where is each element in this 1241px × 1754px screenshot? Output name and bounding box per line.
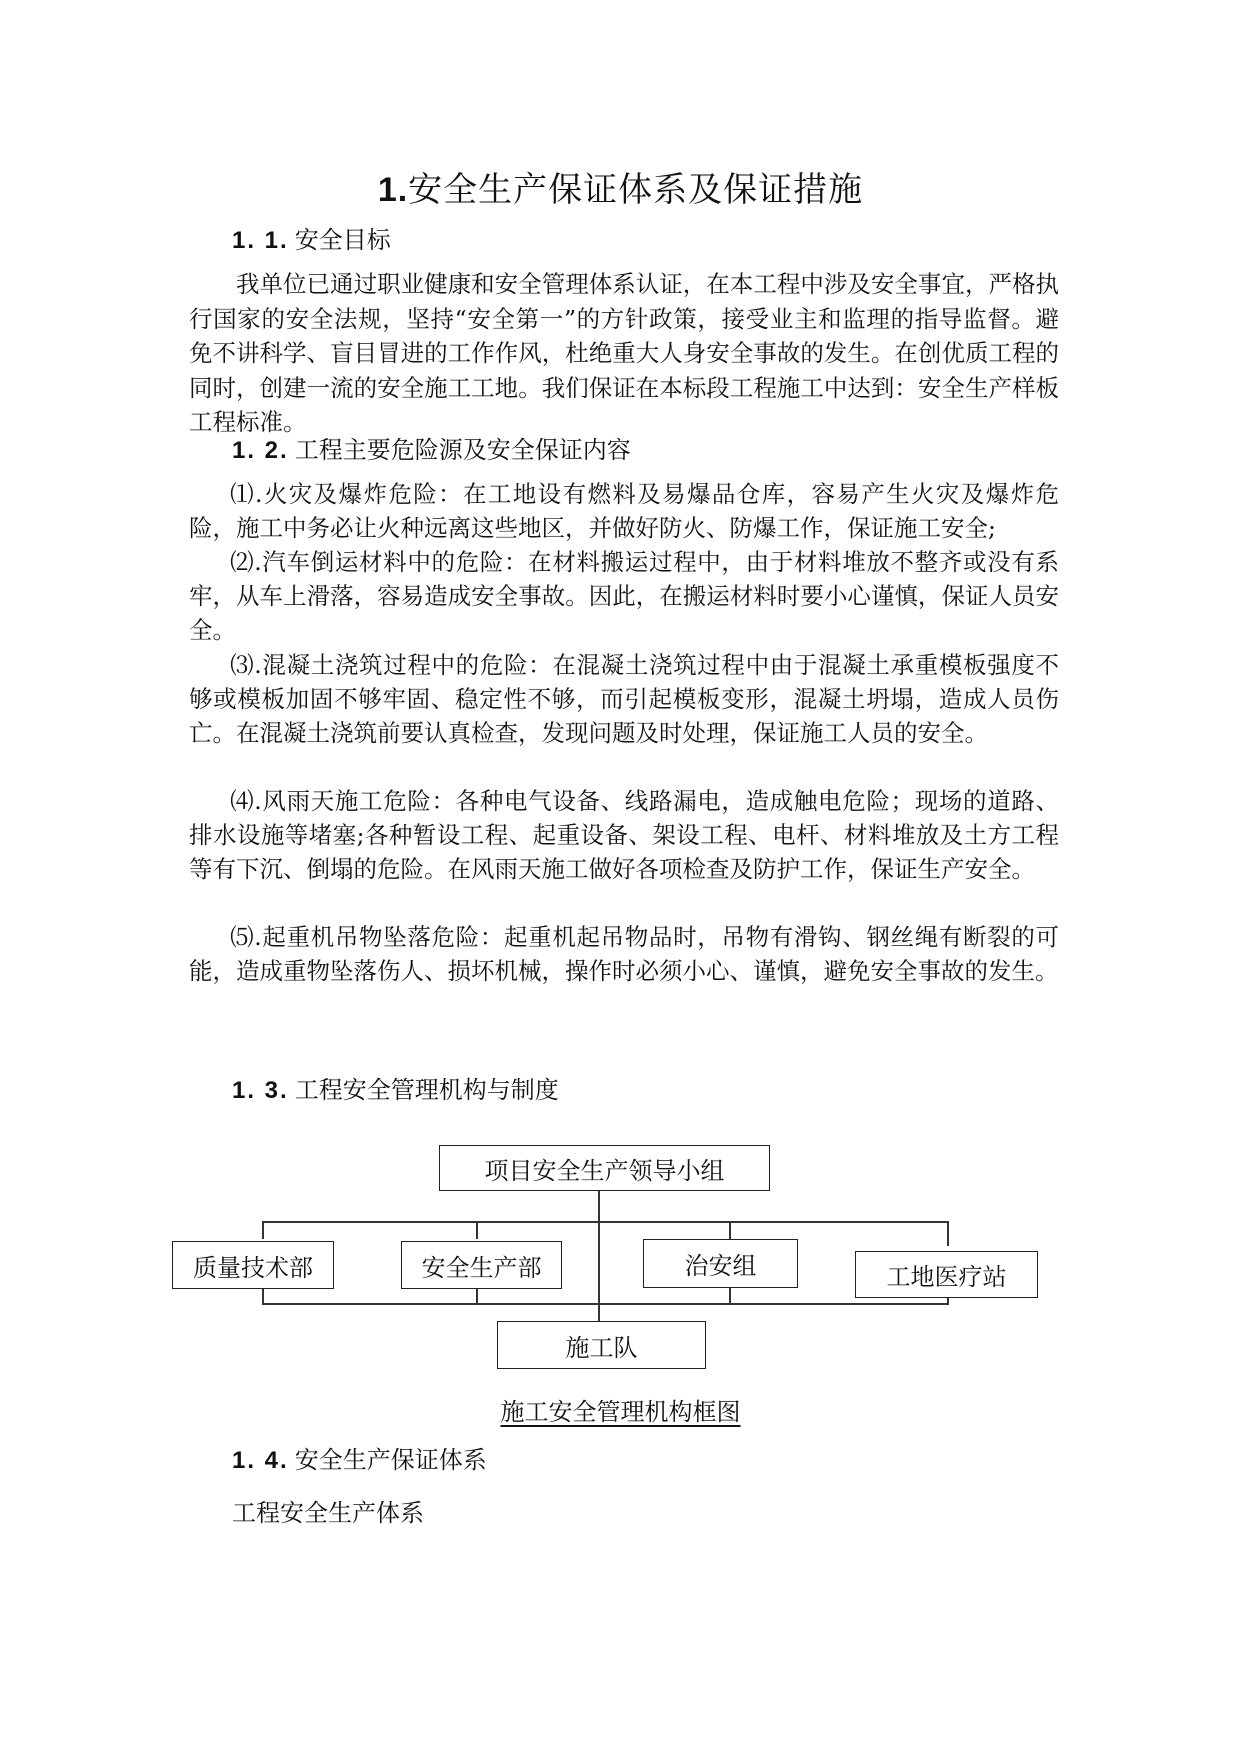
page-title — [0, 162, 1241, 211]
hazard-item-2: ⑵.汽车倒运材料中的危险：在材料搬运过程中，由于材料堆放不整齐或没有系牢，从车上滑落，容易造成安全事故。因此，在搬运材料时要小心谨慎，保证人员安全。 — [189, 548, 1059, 644]
section-number: 1. 2. — [232, 437, 289, 464]
org-box-security-team: 治安组 — [643, 1239, 798, 1288]
org-box-construction-team: 施工队 — [497, 1321, 706, 1369]
connector-trunk — [598, 1188, 600, 1321]
section-heading-1-2 — [232, 430, 631, 465]
hazard-item-5: ⑸.起重机吊物坠落危险：起重机起吊物品时，吊物有滑钩、钢丝绳有断裂的可能，造成重物坠落伤人、损坏机械，操作时必须小心、谨慎，避免安全事故的发生。 — [189, 923, 1059, 985]
section-title: 安全生产保证体系 — [294, 1446, 487, 1474]
connector-rise — [476, 1288, 478, 1304]
section-number: 1. 4. — [232, 1447, 289, 1474]
org-box-medical-station: 工地医疗站 — [855, 1251, 1038, 1298]
section-heading-1-4 — [232, 1440, 487, 1475]
connector-top-bar — [262, 1221, 949, 1223]
org-box-leadership-group: 项目安全生产领导小组 — [439, 1145, 770, 1191]
title-number: 1. — [377, 171, 409, 209]
section-title: 工程主要危险源及安全保证内容 — [294, 436, 631, 464]
org-box-quality-tech: 质量技术部 — [172, 1241, 334, 1289]
org-box-safety-production: 安全生产部 — [401, 1241, 562, 1289]
section-number: 1. 1. — [232, 227, 289, 254]
hazard-item-1: ⑴.火灾及爆炸危险：在工地设有燃料及易爆品仓库，容易产生火灾及爆炸危险，施工中务必让火种远离这些地区，并做好防火、防爆工作，保证施工安全; — [189, 480, 1059, 542]
connector-rise — [729, 1288, 731, 1304]
connector-bottom-bar — [262, 1303, 949, 1305]
section-title: 工程安全管理机构与制度 — [294, 1076, 559, 1104]
safety-system-label: 工程安全生产体系 — [232, 1499, 424, 1527]
section-number: 1. 3. — [232, 1077, 289, 1104]
connector-rise — [947, 1297, 949, 1304]
connector-drop — [729, 1221, 731, 1239]
hazard-item-4: ⑷.风雨天施工危险：各种电气设备、线路漏电，造成触电危险；现场的道路、排水设施等堵塞;各种暂设工程、起重设备、架设工程、电杆、材料堆放及土方工程等有下沉、倒塌的危险。在风雨天施工做好各项检查及防护工作，保证生产安全。 — [189, 787, 1059, 883]
org-chart-caption: 施工安全管理机构框图 — [500, 1398, 741, 1426]
title-text: 安全生产保证体系及保证措施 — [408, 170, 864, 210]
section-title: 安全目标 — [294, 226, 391, 254]
connector-drop — [947, 1221, 949, 1246]
connector-rise — [262, 1288, 264, 1304]
hazard-item-3: ⑶.混凝土浇筑过程中的危险：在混凝土浇筑过程中由于混凝土承重模板强度不够或模板加固不够牢固、稳定性不够，而引起模板变形，混凝土坍塌，造成人员伤亡。在混凝土浇筑前要认真检查，发现问题及时处理，保证施工人员的安全。 — [189, 651, 1059, 747]
safety-goal-paragraph: 我单位已通过职业健康和安全管理体系认证，在本工程中涉及安全事宜，严格执行国家的安全法规，坚持“安全第一”的方针政策，接受业主和监理的指导监督。避免不讲科学、盲目冒进的工作作风，杜绝重大人身安全事故的发生。在创优质工程的同时，创建一流的安全施工工地。我们保证在本标段工程施工中达到：安全生产样板工程标准。 — [189, 270, 1059, 436]
section-heading-1-1 — [232, 220, 391, 255]
section-heading-1-3 — [232, 1070, 559, 1105]
connector-drop — [476, 1221, 478, 1239]
connector-drop — [262, 1221, 264, 1239]
